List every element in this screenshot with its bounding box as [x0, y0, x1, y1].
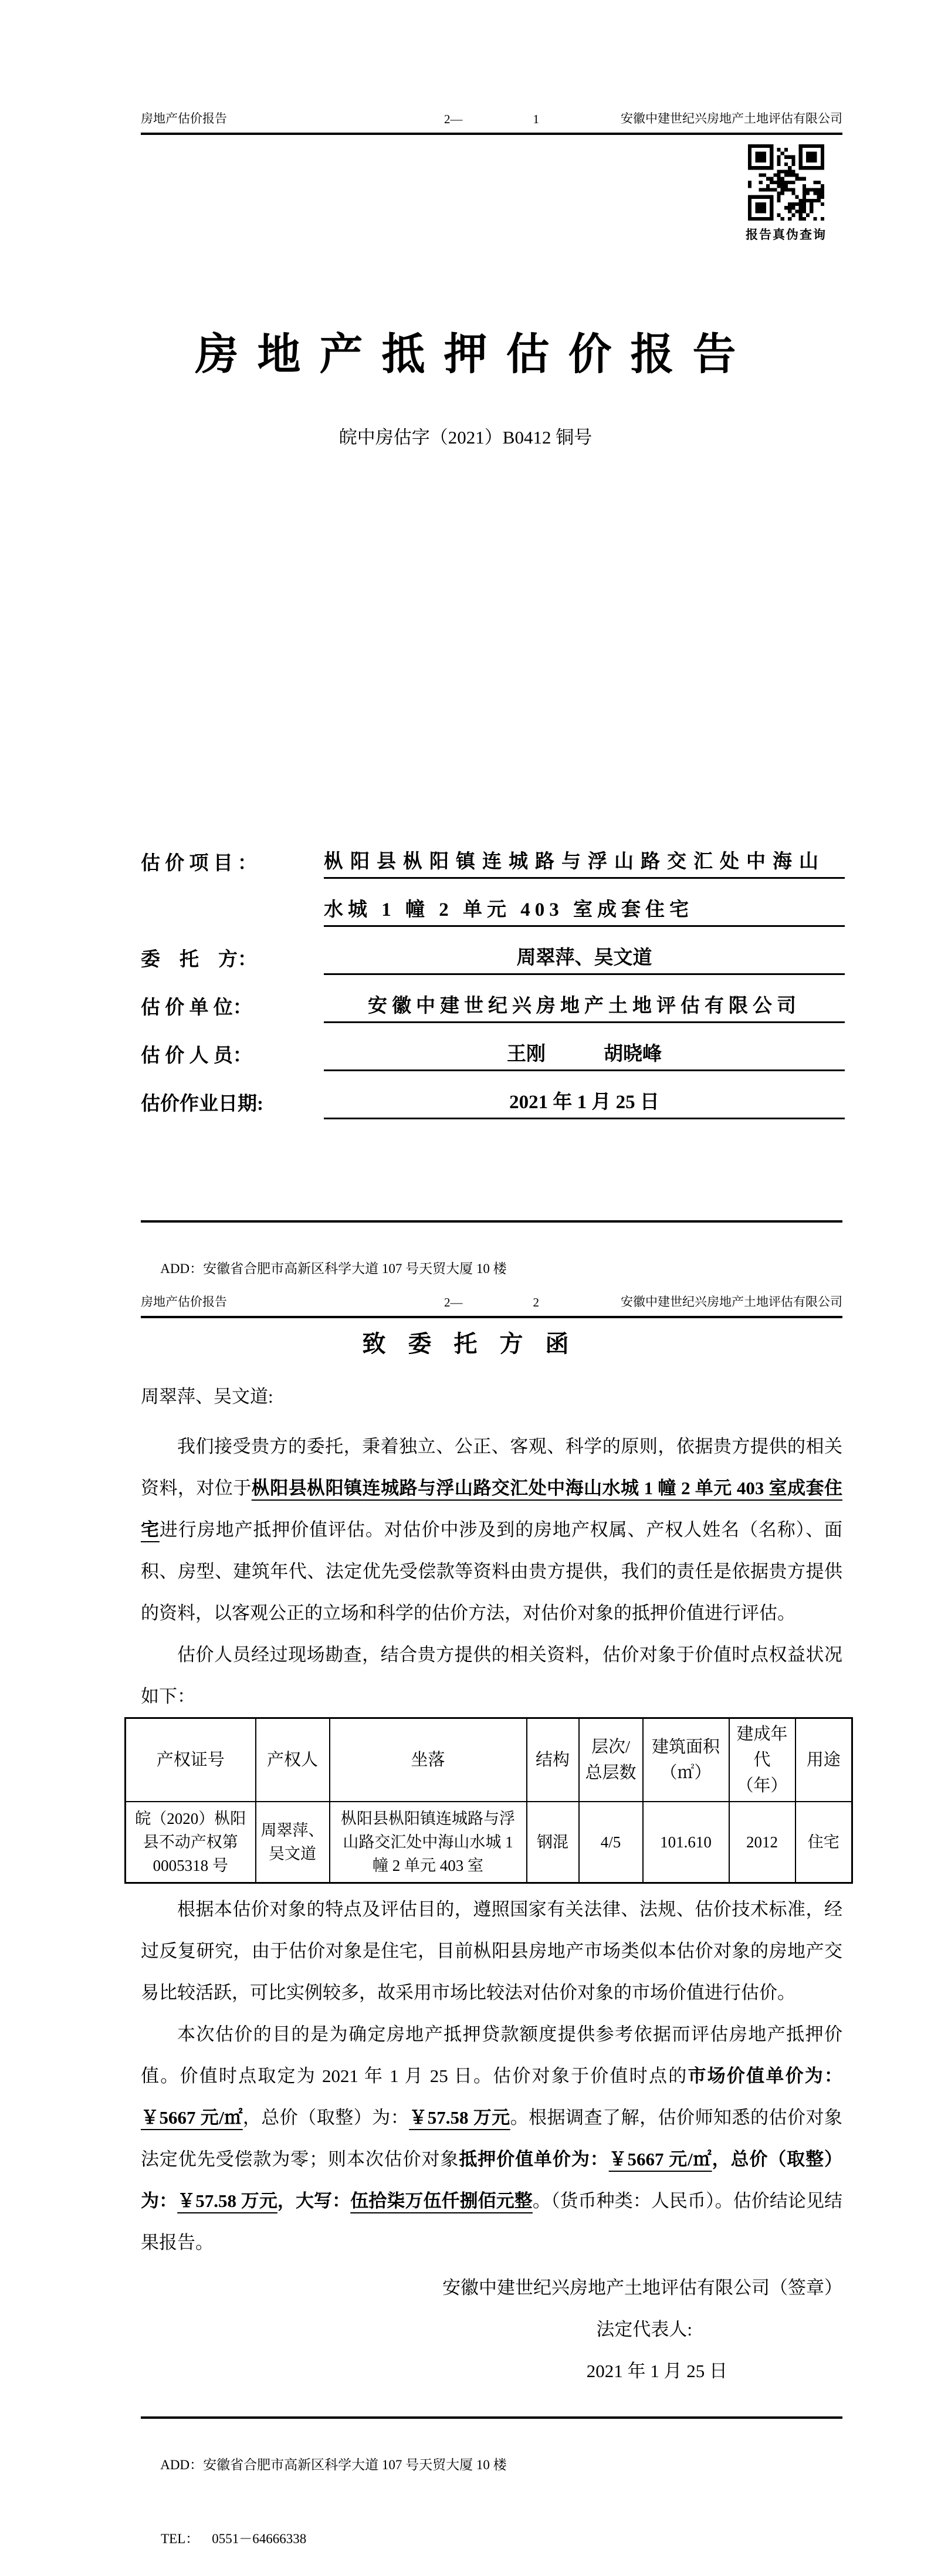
header-page-number: 2 [533, 1295, 539, 1309]
field-appraisers [141, 1023, 845, 1071]
para4-mortgage-unit-price: ￥5667 元/㎡ [608, 2149, 712, 2169]
col-year-built: 建成年代（年） [729, 1718, 795, 1802]
header-page-indicator [398, 112, 585, 127]
cell-location: 枞阳县枞阳镇连城路与浮山路交汇处中海山水城 1 幢 2 单元 403 室 [330, 1802, 527, 1883]
page2-running-header [141, 1292, 842, 1318]
table-row [126, 1802, 852, 1883]
col-location: 坐落 [330, 1718, 527, 1802]
para4-market-unit-price: ￥5667 元/㎡ [141, 2107, 243, 2128]
footer-phone-line [141, 2502, 842, 2576]
col-floor: 层次/总层数 [579, 1718, 643, 1802]
signature-date: 2021 年 1 月 25 日 [586, 2361, 727, 2381]
footer-phone-value: 0551－64666338 [212, 2531, 307, 2546]
para4-total-label-2: ，总价（取整）为： [141, 2149, 842, 2211]
field-agency [141, 975, 845, 1023]
letter-title: 致委托方函 [362, 1331, 591, 1357]
header-page-number: 1 [533, 112, 539, 126]
para4-lead: 本次估价的目的是为确定房地产抵押贷款额度提供参考依据而评估房地产抵押价值。价值时点取定为 2021 年 1 月 25 日。估价对象于价值时点的 [141, 2024, 842, 2086]
field-date-value: 2021 年 1 月 25 日 [324, 1086, 845, 1119]
letter-paragraph-3: 根据本估价对象的特点及评估目的，遵照国家有关法律、法规、估价技术标准，经过反复研究，由于估价对象是住宅，目前枞阳县房地产市场类似本估价对象的房地产交易比较活跃，可比实例较多，故采用市场比较法对估价对象的市场价值进行估价。 [141, 1899, 842, 2003]
field-client [141, 927, 845, 975]
footer-address-value: 安徽省合肥市高新区科学大道 107 号天贸大厦 10 楼 [203, 1261, 507, 1276]
col-area: 建筑面积（㎡） [643, 1718, 729, 1802]
header-company-name: 安徽中建世纪兴房地产土地评估有限公司 [621, 111, 842, 126]
para4-mortgage-price-label: 抵押价值单价为： [459, 2149, 609, 2169]
field-client-value: 周翠萍、吴文道 [324, 942, 845, 975]
header-company-name: 安徽中建世纪兴房地产土地评估有限公司 [621, 1295, 842, 1309]
qr-caption: 报告真伪查询 [746, 228, 827, 242]
para4-market-total-price: ￥57.58 万元 [409, 2107, 510, 2128]
letter-paragraph-2: 估价人员经过现场勘查，结合贵方提供的相关资料，估价对象于价值时点权益状况如下： [141, 1644, 842, 1707]
para1-lead: 我们接受贵方的委托，秉着独立、公正、客观、科学的原则，依据贵方提供的相关资料，对位于 [141, 1436, 842, 1498]
header-doc-title: 房地产估价报告 [141, 1295, 227, 1309]
col-owner: 产权人 [256, 1718, 330, 1802]
field-agency-label: 估 价 单 位： [141, 997, 252, 1018]
para4-capital-amount: 伍拾柒万伍仟捌佰元整 [350, 2191, 533, 2211]
field-date-label: 估价作业日期: [141, 1094, 263, 1115]
signature-company: 安徽中建世纪兴房地产土地评估有限公司（签章） [442, 2277, 842, 2298]
property-rights-table [124, 1717, 853, 1884]
cell-area: 101.610 [643, 1802, 729, 1883]
table-header-row [126, 1718, 852, 1802]
field-project-line2 [141, 879, 845, 927]
field-appraisers-label: 估 价 人 员： [141, 1045, 252, 1067]
field-date [141, 1071, 845, 1119]
col-cert-number: 产权证号 [126, 1718, 256, 1802]
footer-address-line [141, 2428, 842, 2502]
report-number-subtitle: 皖中房估字（2021）B0412 铜号 [338, 427, 593, 448]
field-empty-label [141, 923, 324, 927]
header-page-indicator [398, 1295, 585, 1310]
para4-market-price-label: 市场价值单价为： [688, 2066, 843, 2086]
field-project-value-line1: 枞阳县枞阳镇连城路与浮山路交汇处中海山 [324, 846, 845, 879]
field-project [141, 831, 845, 879]
letter-body [135, 1376, 843, 2392]
letter-salutation: 周翠萍、吴文道: [141, 1386, 273, 1407]
cell-structure: 钢混 [527, 1802, 579, 1883]
cover-fields [141, 831, 845, 1119]
cell-use: 住宅 [795, 1802, 852, 1883]
cell-year-built: 2012 [729, 1802, 795, 1883]
cell-cert-number: 皖（2020）枞阳县不动产权第0005318 号 [126, 1802, 256, 1883]
footer-address-label: ADD： [160, 2457, 204, 2472]
cell-floor: 4/5 [579, 1802, 643, 1883]
field-client-label: 委 托 方： [141, 949, 257, 970]
para4-total-label-1: ，总价（取整）为： [242, 2107, 409, 2128]
col-use: 用途 [795, 1718, 852, 1802]
para4-capital-label: ，大写： [277, 2191, 351, 2211]
footer-address-label: ADD： [160, 1261, 204, 1276]
header-doc-title: 房地产估价报告 [141, 111, 227, 126]
header-page-total: 2— [444, 112, 463, 126]
footer-phone-label: TEL： [161, 2531, 199, 2546]
field-agency-value: 安徽中建世纪兴房地产土地评估有限公司 [324, 990, 845, 1023]
letter-paragraph-4 [141, 2013, 842, 2263]
report-cover-page [0, 0, 931, 1282]
qr-verification-block [744, 144, 828, 243]
field-project-label: 估 价 项 目 ： [141, 853, 257, 874]
qr-code-icon [748, 144, 824, 221]
header-page-total: 2— [444, 1295, 463, 1309]
para4-mortgage-total-price: ￥57.58 万元 [177, 2191, 277, 2211]
para1-tail: 进行房地产抵押价值评估。对估价中涉及到的房地产权属、产权人姓名（名称）、面积、房型、建筑年代、法定优先受偿款等资料由贵方提供，我们的责任是依据贵方提供的资料，以客观公正的立场和科学的估价方法，对估价对象的抵押价值进行评估。 [141, 1519, 842, 1623]
para4-tail: 。（货币种类：人民币）。估价结论见结果报告。 [141, 2191, 843, 2253]
letter-page [0, 1282, 931, 2563]
signature-legal-representative: 法定代表人: [596, 2319, 692, 2340]
page2-footer [141, 2416, 842, 2576]
field-project-value-line2: 水城 1 幢 2 单元 403 室成套住宅 [324, 894, 845, 927]
report-main-title: 房地产抵押估价报告 [195, 331, 755, 379]
col-structure: 结构 [527, 1718, 579, 1802]
cell-owner: 周翠萍、吴文道 [256, 1802, 330, 1883]
field-appraisers-value: 王刚 胡晓峰 [324, 1038, 845, 1071]
para4-middle: 。根据调查了解，估价师知悉的估价对象法定优先受偿款为零；则本次估价对象 [141, 2107, 843, 2169]
letter-paragraph-1 [141, 1426, 842, 1634]
footer-address-value: 安徽省合肥市高新区科学大道 107 号天贸大厦 10 楼 [203, 2457, 507, 2472]
para1-property-address: 枞阳县枞阳镇连城路与浮山路交汇处中海山水城 1 幢 2 单元 403 室成套住宅 [141, 1478, 843, 1540]
page1-running-header [141, 109, 842, 135]
